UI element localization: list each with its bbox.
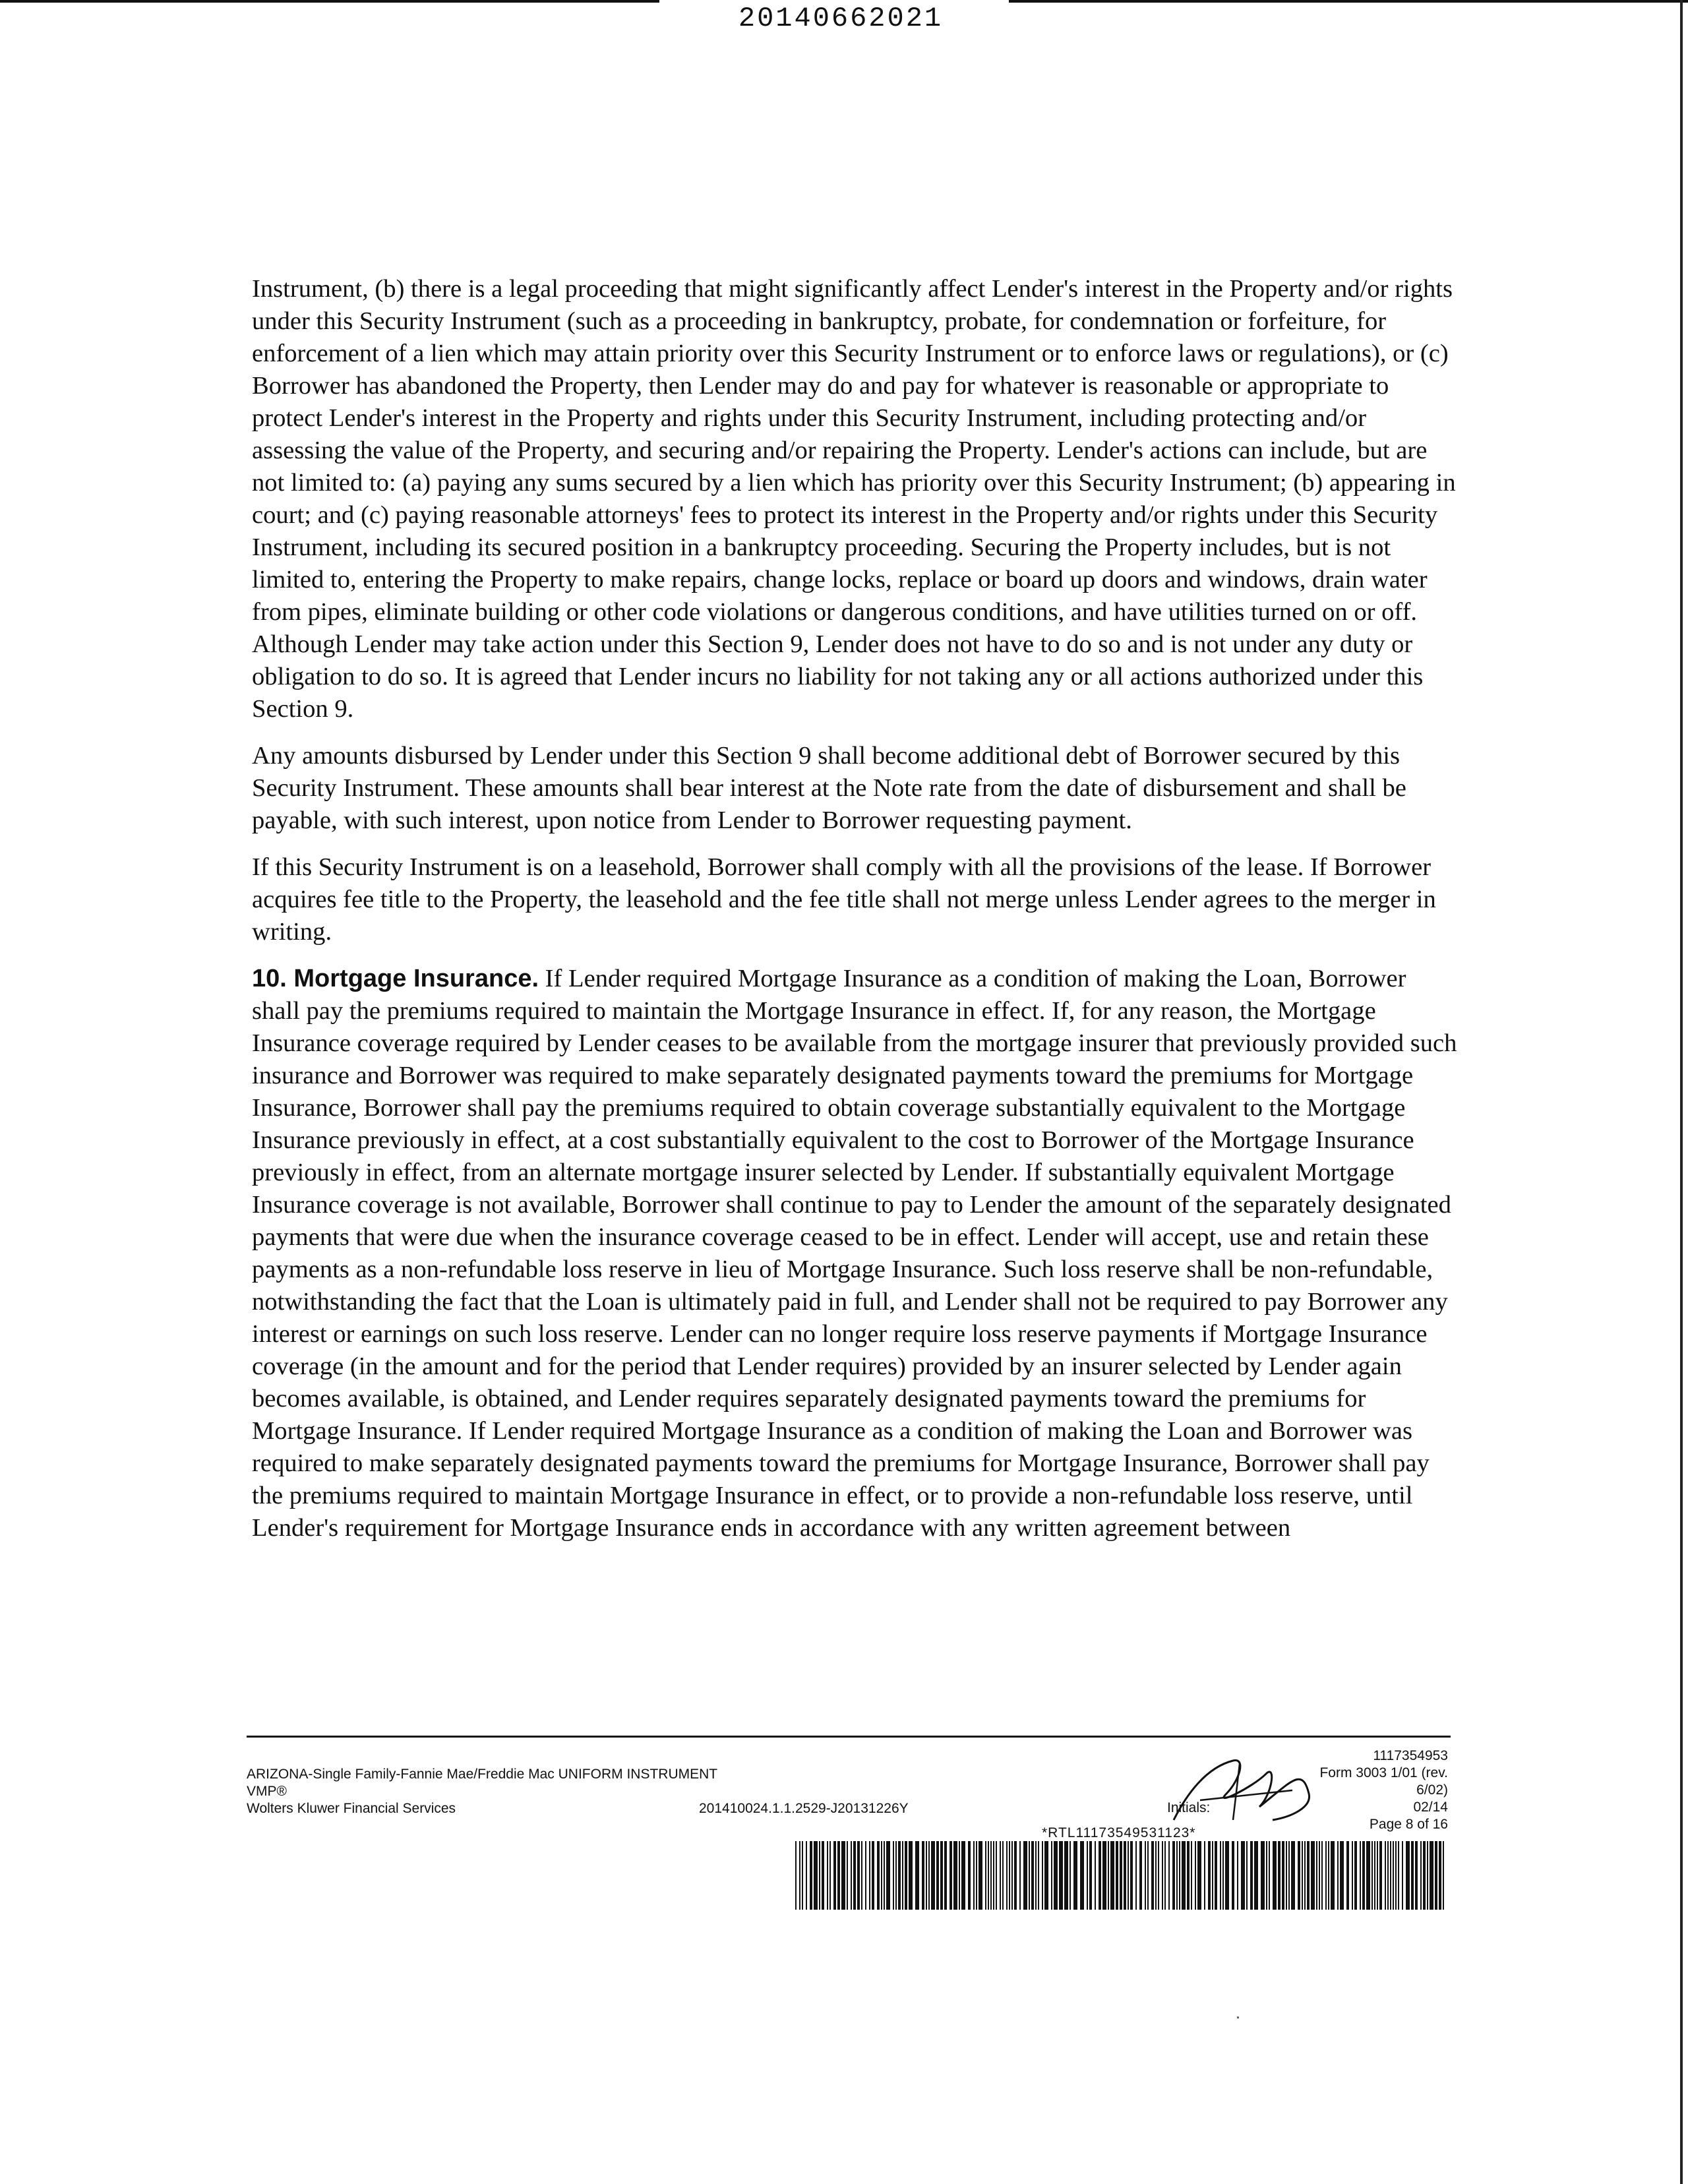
paragraph-section-10: [252, 963, 1459, 1544]
scan-speck: [1237, 2017, 1239, 2018]
barcode-bar: [1031, 1841, 1034, 1910]
top-border-left: [0, 0, 659, 3]
barcode-bar: [1208, 1841, 1211, 1910]
barcode-bar: [1439, 1841, 1441, 1910]
barcode-bar: [961, 1841, 965, 1910]
barcode-bar: [1390, 1841, 1391, 1910]
barcode-bar: [988, 1841, 989, 1910]
barcode-bar: [1331, 1841, 1335, 1910]
barcode-bar: [1124, 1841, 1126, 1910]
scan-edge: [1680, 0, 1683, 2184]
barcode-bar: [1151, 1841, 1154, 1910]
barcode-bar: [931, 1841, 935, 1910]
barcode-bar: [1286, 1841, 1287, 1910]
barcode-bar: [1139, 1841, 1142, 1910]
footer-form-info: [247, 1766, 717, 1817]
barcode-bar: [884, 1841, 885, 1910]
barcode-bar: [822, 1841, 824, 1910]
barcode-bar: [944, 1841, 947, 1910]
barcode-bar: [959, 1841, 960, 1910]
barcode-bar: [1187, 1841, 1190, 1910]
barcode-bar: [1232, 1841, 1234, 1910]
barcode-bar: [806, 1841, 807, 1910]
barcode-bar: [857, 1841, 860, 1910]
form-title: ARIZONA-Single Family-Fannie Mae/Freddie Mac UNIFORM INSTRUMENT: [247, 1767, 718, 1782]
barcode-bar: [1110, 1841, 1114, 1910]
barcode-bar: [1379, 1841, 1382, 1910]
barcode-bar: [847, 1841, 848, 1910]
barcode-bar: [1116, 1841, 1118, 1910]
paragraph-amounts-disbursed: Any amounts disbursed by Lender under this Section 9 shall become additional debt of Borrower secured by this Security Instrument. These amounts shall bear interest at the Note rate from the date of disbursement and shall be payable, with such interest, upon notice from Lender to Borrower requesting payment.: [252, 742, 1406, 834]
barcode-bar: [1311, 1841, 1315, 1910]
barcode-bar: [1427, 1841, 1428, 1910]
barcode-bar: [1385, 1841, 1386, 1910]
section-10-text: If Lender required Mortgage Insurance as a condition of making the Loan, Borrower shall pay the premiums required to maintain the Mortgage Insurance in effect. If, for any reason, the Mortgage Insurance coverage required by Lender ceases to be available from the mortgage insurer that previously provided such insurance and Borrower was required to make separately designated payments toward the premiums for Mortgage Insurance, Borrower shall pay the premiums required to obtain coverage substantially equivalent to the Mortgage Insurance previously in effect, at a cost substantially equivalent to the cost to Borrower of the Mortgage Insurance previously in effect, from an alternate mortgage insurer selected by Lender. If substantially equivalent Mortgage Insurance coverage is not available, Borrower shall continue to pay to Lender the amount of the separately designated payments that were due when the insurance coverage ceased to be in effect. Lender will accept, use and retain these payments as a non-refundable loss reserve in lieu of Mortgage Insurance. Such loss reserve shall be non-refundable, notwithstanding the fact that the Loan is ultimately paid in full, and Lender shall not be required to pay Borrower any interest or earnings on such loss reserve. Lender can no longer require loss reserve payments if Mortgage Insurance coverage (in the amount and for the period that Lender requires) provided by an insurer selected by Lender again becomes available, is obtained, and Lender requires separately designated payments toward the premiums for Mortgage Insurance. If Lender required Mortgage Insurance as a condition of making the Loan and Borrower was required to make separately designated payments toward the premiums for Mortgage Insurance, Borrower shall pay the premiums required to maintain Mortgage Insurance in effect, or to provide a non-refundable loss reserve, until Lender's requirement for Mortgage Insurance ends in accordance with any written agreement between: [252, 965, 1457, 1542]
barcode-bar: [1035, 1841, 1037, 1910]
barcode-bar: [865, 1841, 866, 1910]
barcode-bar: [1099, 1841, 1101, 1910]
barcode-bar: [1360, 1841, 1361, 1910]
barcode-bar: [1179, 1841, 1180, 1910]
barcode-bar: [1019, 1841, 1021, 1910]
barcode-bar: [1316, 1841, 1317, 1910]
paragraph-leasehold: If this Security Instrument is on a leasehold, Borrower shall comply with all the provisions of the lease. If Borrower acquires fee title to the Property, the leasehold and the fee title shall not merge unless Lender agrees to the merger in writing.: [252, 853, 1436, 946]
barcode-bar: [1070, 1841, 1071, 1910]
barcode-bar: [1337, 1841, 1339, 1910]
barcode-bar: [1095, 1841, 1096, 1910]
barcode-bar: [1246, 1841, 1248, 1910]
barcode-bar: [1402, 1841, 1403, 1910]
barcode-bar: [881, 1841, 882, 1910]
barcode-bar: [1393, 1841, 1394, 1910]
barcode-bar: [1354, 1841, 1357, 1910]
barcode-bar: [1398, 1841, 1399, 1910]
barcode-bar: [1298, 1841, 1300, 1910]
barcode-bar: [841, 1841, 845, 1910]
barcode-bar: [1059, 1841, 1063, 1910]
page-number: Page 8 of 16: [1369, 1817, 1448, 1832]
barcode-bar: [795, 1841, 797, 1910]
barcode-bar: [1191, 1841, 1192, 1910]
barcode-bar: [1406, 1841, 1410, 1910]
vendor-mark: VMP®: [247, 1784, 287, 1799]
barcode-bar: [895, 1841, 897, 1910]
barcode-bar: [1135, 1841, 1137, 1910]
barcode-bar: [1222, 1841, 1224, 1910]
barcode-bar: [905, 1841, 907, 1910]
barcode-bar: [1164, 1841, 1166, 1910]
barcode-bar: [976, 1841, 977, 1910]
barcode-bar: [1014, 1841, 1017, 1910]
barcode-bar: [1340, 1841, 1344, 1910]
barcode-bar: [1023, 1841, 1027, 1910]
barcode-bar: [1420, 1841, 1422, 1910]
barcode-bar: [1006, 1841, 1008, 1910]
barcode-bar: [1120, 1841, 1122, 1910]
barcode-bar: [909, 1841, 913, 1910]
barcode-bar: [1269, 1841, 1270, 1910]
barcode-bar: [1204, 1841, 1205, 1910]
barcode-bar: [1054, 1841, 1058, 1910]
barcode-bar: [819, 1841, 820, 1910]
barcode-bar: [837, 1841, 840, 1910]
barcode-bar: [886, 1841, 890, 1910]
doc-code: 201410024.1.1.2529-J20131226Y: [699, 1801, 909, 1816]
barcode-bar: [1087, 1841, 1088, 1910]
barcode-bar: [1266, 1841, 1267, 1910]
barcode-bar: [1237, 1841, 1238, 1910]
barcode-bar: [1182, 1841, 1186, 1910]
barcode-bar: [990, 1841, 992, 1910]
barcode-bar: [940, 1841, 943, 1910]
barcode-bar: [861, 1841, 862, 1910]
barcode-bar: [1147, 1841, 1149, 1910]
barcode-bar: [928, 1841, 930, 1910]
barcode-bar: [1158, 1841, 1159, 1910]
barcode-bar: [1411, 1841, 1414, 1910]
barcode-bar: [1029, 1841, 1030, 1910]
barcode-bar: [1423, 1841, 1426, 1910]
barcode-bar: [1195, 1841, 1196, 1910]
barcode-bar: [1319, 1841, 1320, 1910]
barcode-bar: [1415, 1841, 1418, 1910]
barcode-bar: [1011, 1841, 1013, 1910]
barcode-bar: [973, 1841, 975, 1910]
barcode-bar: [1051, 1841, 1052, 1910]
barcode-bar: [869, 1841, 870, 1910]
barcode-bar: [1291, 1841, 1295, 1910]
barcode-bar: [1366, 1841, 1370, 1910]
barcode-bar: [1254, 1841, 1258, 1910]
barcode-bar: [1128, 1841, 1129, 1910]
barcode-bar: [1162, 1841, 1163, 1910]
document-body: [252, 273, 1459, 1559]
barcode-bar: [1273, 1841, 1277, 1910]
barcode-bar: [936, 1841, 939, 1910]
barcode-bar: [1325, 1841, 1327, 1910]
barcode-bar: [1225, 1841, 1229, 1910]
barcode-bar: [985, 1841, 986, 1910]
barcode-bar: [1168, 1841, 1170, 1910]
barcode-bar: [893, 1841, 894, 1910]
barcode-bar: [802, 1841, 803, 1910]
barcode-bar: [1212, 1841, 1213, 1910]
barcode-bar: [1387, 1841, 1389, 1910]
barcode-bar: [1261, 1841, 1265, 1910]
barcode-bar: [1044, 1841, 1048, 1910]
barcode-bar: [1155, 1841, 1157, 1910]
barcode-bar: [1009, 1841, 1010, 1910]
barcode-bar: [1352, 1841, 1353, 1910]
barcode-bar: [950, 1841, 952, 1910]
section-10-heading: 10. Mortgage Insurance.: [252, 965, 539, 992]
barcode-bar: [1197, 1841, 1201, 1910]
barcode-bar: [1302, 1841, 1303, 1910]
barcode-bar: [1288, 1841, 1290, 1910]
barcode-bar: [993, 1841, 994, 1910]
barcode-bar: [1220, 1841, 1221, 1910]
barcode-bar: [1172, 1841, 1175, 1910]
publisher-name: Wolters Kluwer Financial Services: [247, 1801, 456, 1816]
barcode-bar: [1145, 1841, 1146, 1910]
barcode-bar: [1346, 1841, 1349, 1910]
barcode-bar: [902, 1841, 903, 1910]
initials-signature: [1160, 1754, 1319, 1827]
barcode-bar: [851, 1841, 852, 1910]
barcode-bar: [1328, 1841, 1329, 1910]
form-number: Form 3003 1/01 (rev. 6/02): [1319, 1765, 1448, 1798]
barcode-bar: [922, 1841, 924, 1910]
barcode-bar: [872, 1841, 874, 1910]
barcode-bar: [1282, 1841, 1284, 1910]
barcode-bar: [1130, 1841, 1133, 1910]
form-date: 02/14: [1413, 1800, 1448, 1815]
barcode-bar: [1374, 1841, 1375, 1910]
barcode-bar: [1443, 1841, 1444, 1910]
barcode-bar: [1435, 1841, 1437, 1910]
barcode-bar: [1108, 1841, 1109, 1910]
barcode-bar: [1250, 1841, 1253, 1910]
barcode-bar: [898, 1841, 901, 1910]
barcode-bar: [1073, 1841, 1077, 1910]
barcode-bar: [1038, 1841, 1039, 1910]
barcode-bar: [833, 1841, 836, 1910]
barcode-bar: [1307, 1841, 1310, 1910]
barcode-bar: [979, 1841, 982, 1910]
barcode-bar: [1042, 1841, 1043, 1910]
barcode-bar: [915, 1841, 919, 1910]
barcode-bar: [1278, 1841, 1281, 1910]
barcode-bar: [1377, 1841, 1378, 1910]
barcode-bar: [799, 1841, 800, 1910]
barcode-bar: [1064, 1841, 1068, 1910]
barcode-bar: [953, 1841, 957, 1910]
barcode-bar: [1002, 1841, 1004, 1910]
barcode-bar: [1000, 1841, 1001, 1910]
barcode-bar: [1430, 1841, 1433, 1910]
barcode-bar: [1321, 1841, 1323, 1910]
barcode-bar: [814, 1841, 818, 1910]
barcode-bar: [968, 1841, 971, 1910]
barcode-label: *RTL11173549531123*: [1042, 1825, 1196, 1840]
barcode-bar: [1372, 1841, 1373, 1910]
barcode: [795, 1841, 1448, 1910]
barcode-bar: [1176, 1841, 1178, 1910]
barcode-bar: [1241, 1841, 1245, 1910]
barcode-bar: [1102, 1841, 1106, 1910]
barcode-bar: [1089, 1841, 1092, 1910]
top-border-right: [1009, 0, 1688, 3]
barcode-bar: [877, 1841, 880, 1910]
barcode-bar: [1304, 1841, 1306, 1910]
barcode-bar: [810, 1841, 812, 1910]
barcode-bar: [1215, 1841, 1217, 1910]
initials-label: Initials:: [1167, 1800, 1211, 1815]
barcode-bar: [853, 1841, 856, 1910]
barcode-bar: [1362, 1841, 1365, 1910]
barcode-bar: [996, 1841, 997, 1910]
recording-number: 20140662021: [738, 3, 944, 34]
barcode-bar: [926, 1841, 927, 1910]
barcode-bar: [827, 1841, 828, 1910]
paragraph-section-9-continued: Instrument, (b) there is a legal proceeding that might significantly affect Lender's interest in the Property and/or rights under this Security Instrument (such as a proceeding in bankruptcy, probate, for condemnation or forfeiture, for enforcement of a lien which may attain priority over this Security Instrument or to enforce laws or regulations), or (c) Borrower has abandoned the Property, then Lender may do and pay for whatever is reasonable or appropriate to protect Lender's interest in the Property and rights under this Security Instrument, including protecting and/or assessing the value of the Property, and securing and/or repairing the Property. Lender's actions can include, but are not limited to: (a) paying any sums secured by a lien which has priority over this Security Instrument; (b) appearing in court; and (c) paying reasonable attorneys' fees to protect its interest in the Property and/or rights under this Security Instrument, including its secured position in a bankruptcy proceeding. Securing the Property includes, but is not limited to, entering the Property to make repairs, change locks, replace or board up doors and windows, drain water from pipes, eliminate building or other code violations or dangerous conditions, and have utilities turned on or off. Although Lender may take action under this Section 9, Lender does not have to do so and is not under any duty or obligation to do so. It is agreed that Lender incurs no liability for not taking any or all actions authorized under this Section 9.: [252, 275, 1456, 723]
barcode-bar: [1080, 1841, 1084, 1910]
footer-divider: [247, 1736, 1451, 1738]
barcode-bar: [1395, 1841, 1397, 1910]
barcode-bar: [829, 1841, 831, 1910]
loan-number: 1117354953: [1373, 1748, 1448, 1763]
